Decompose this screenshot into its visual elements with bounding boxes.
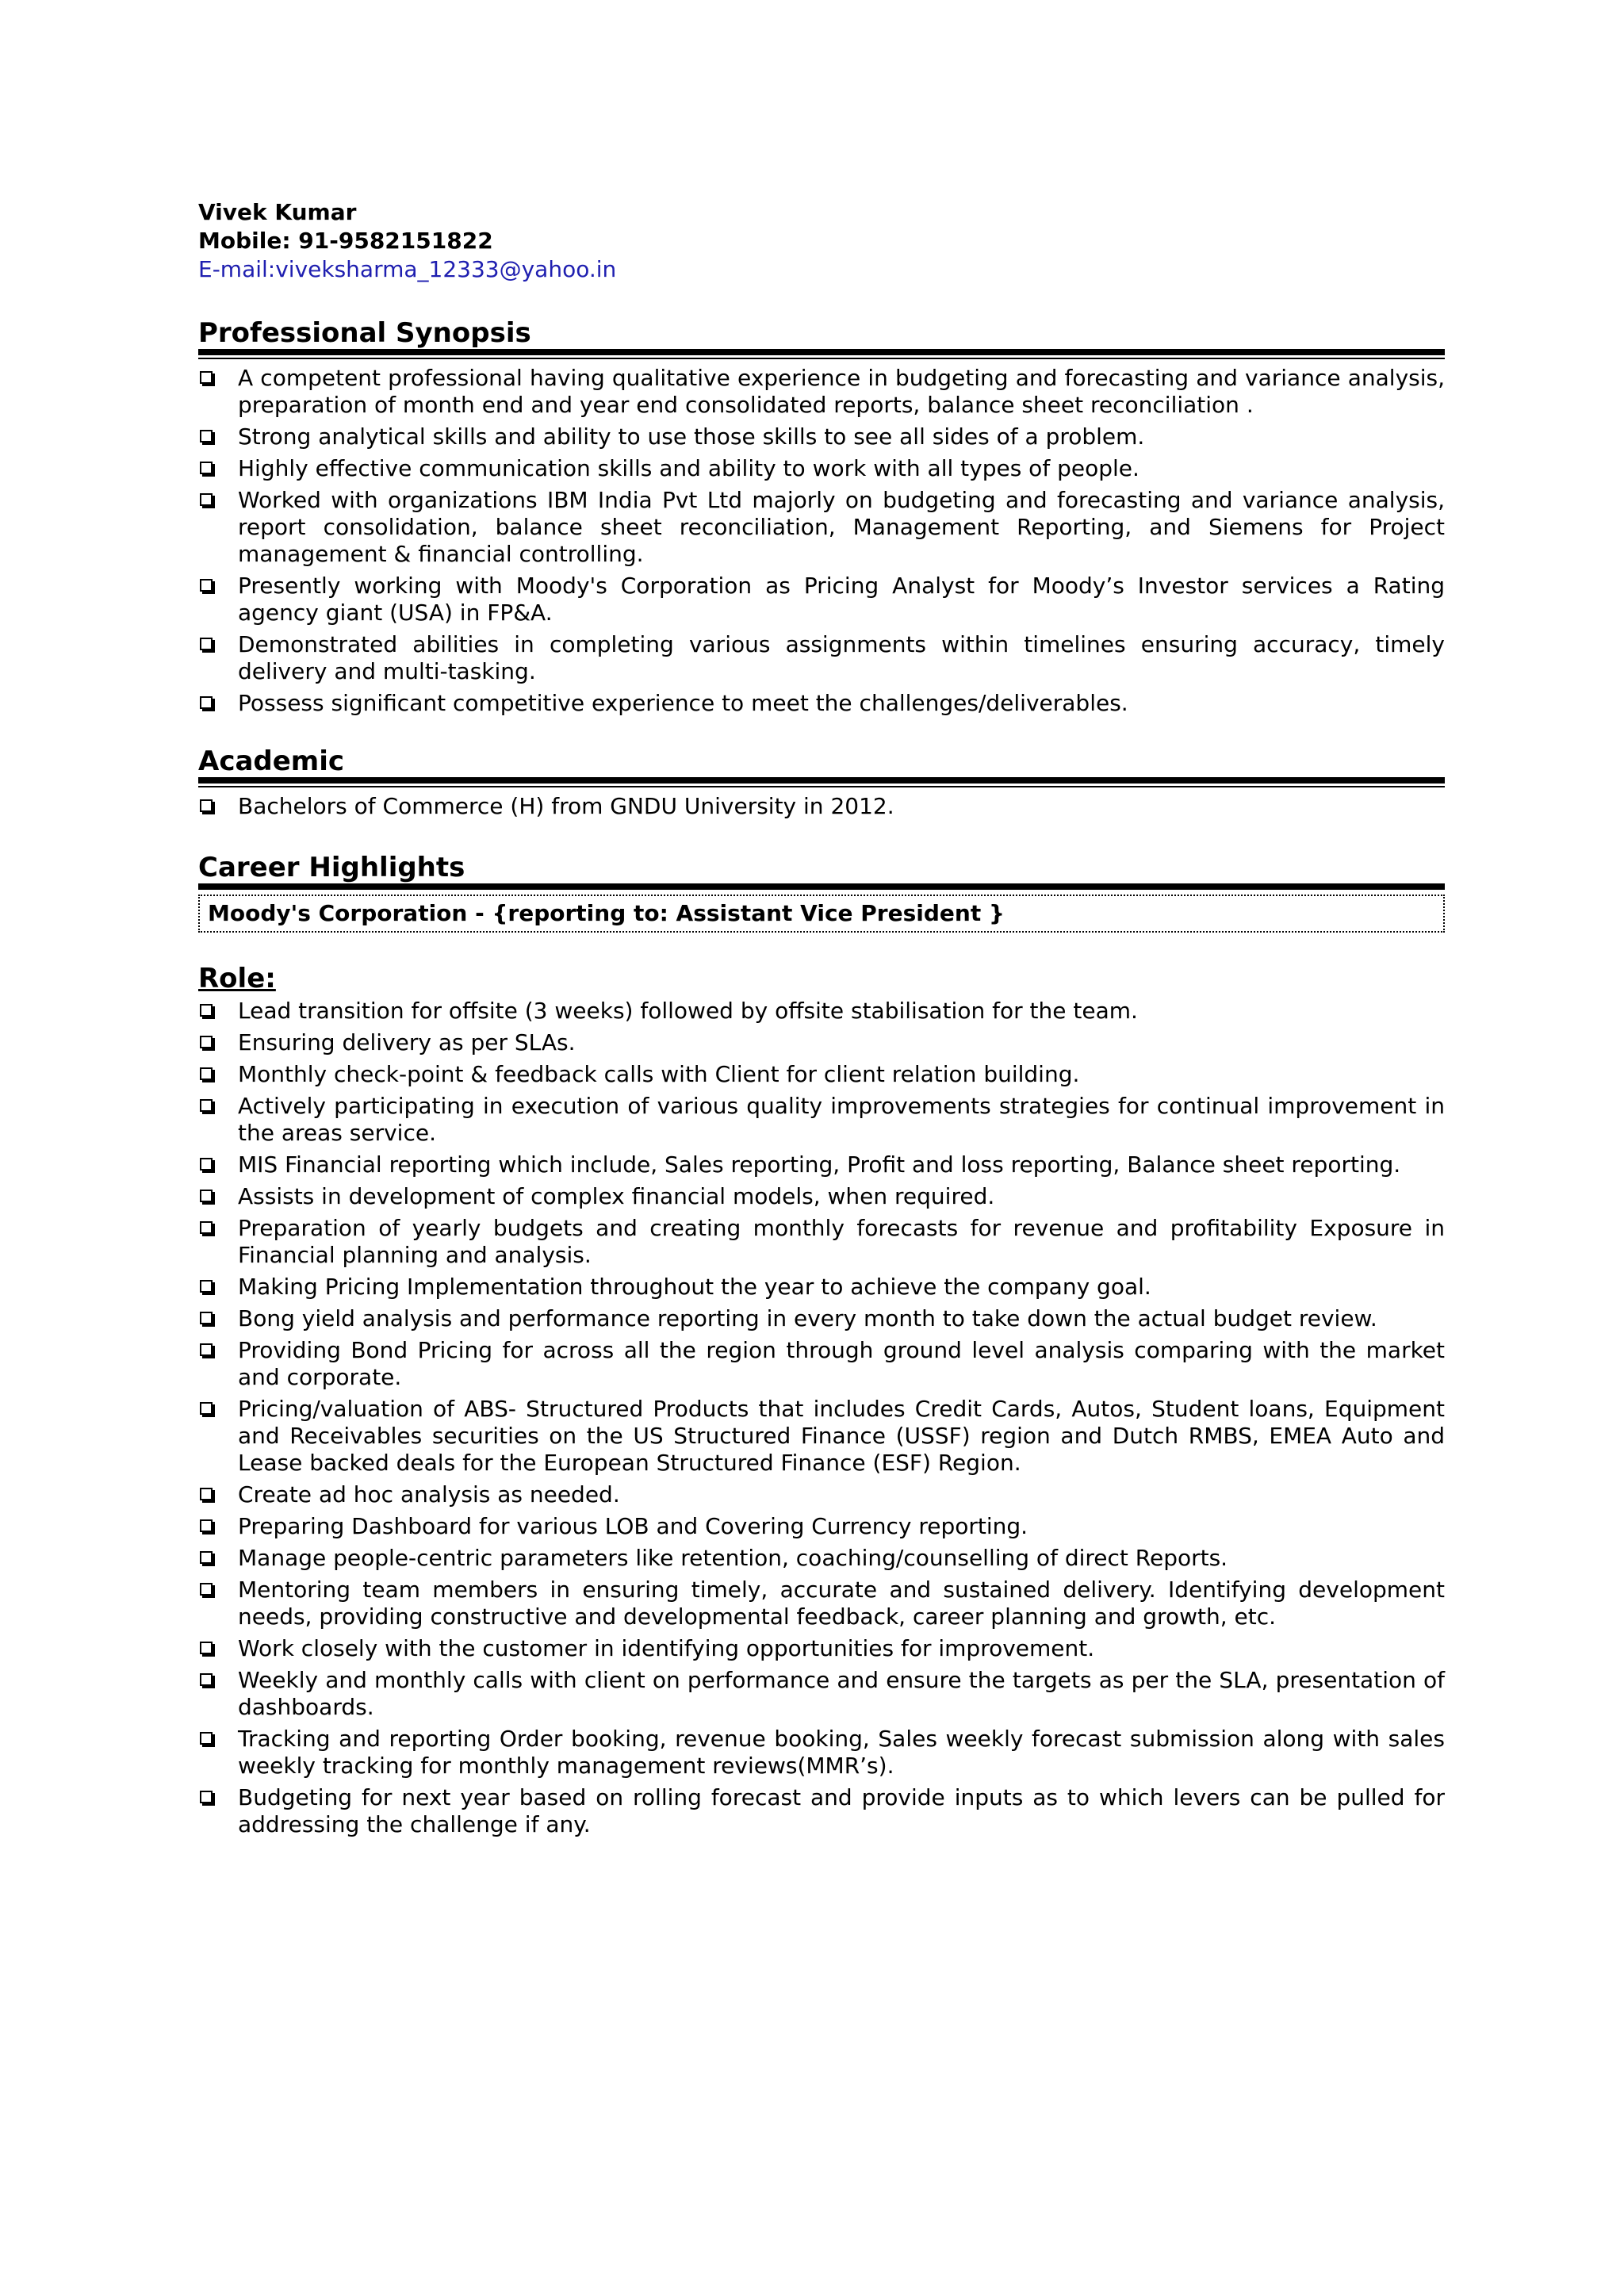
list-item — [198, 1274, 1445, 1301]
academic-section — [198, 745, 1445, 820]
checkbox-bullet-icon — [200, 371, 213, 384]
checkbox-bullet-icon — [200, 1732, 213, 1745]
list-item — [198, 487, 1445, 568]
checkbox-bullet-icon — [200, 1673, 213, 1686]
checkbox-bullet-icon — [200, 1312, 213, 1324]
company-header: Moody's Corporation - {reporting to: Assistant Vice President } — [198, 895, 1445, 933]
list-item-text: Mentoring team members in ensuring timely, accurate and sustained delivery. Identifying development needs, providing constructive and developmental feedback, career planning and growth, etc. — [238, 1577, 1445, 1630]
checkbox-bullet-icon — [200, 1791, 213, 1803]
list-item — [198, 573, 1445, 626]
resume-page — [198, 198, 1445, 1843]
list-item — [198, 1667, 1445, 1721]
checkbox-bullet-icon — [200, 1067, 213, 1080]
academic-rule — [198, 777, 1445, 788]
checkbox-bullet-icon — [200, 1036, 213, 1048]
checkbox-bullet-icon — [200, 1158, 213, 1170]
list-item-text: Presently working with Moody's Corporation as Pricing Analyst for Moody’s Investor services a Rating agency giant (USA) in FP&A. — [238, 573, 1445, 626]
checkbox-bullet-icon — [200, 696, 213, 709]
checkbox-bullet-icon — [200, 493, 213, 506]
list-item-text: Tracking and reporting Order booking, revenue booking, Sales weekly forecast submission along with sales weekly tracking for monthly management reviews(MMR’s). — [238, 1726, 1445, 1779]
list-item — [198, 1305, 1445, 1332]
synopsis-list — [198, 365, 1445, 717]
list-item — [198, 1577, 1445, 1630]
list-item-text: Worked with organizations IBM India Pvt Ltd majorly on budgeting and forecasting and variance analysis, report consolidation, balance sheet reconciliation, Management Reporting, and Siemens for Project management & financial controlling. — [238, 487, 1445, 567]
list-item-text: Actively participating in execution of various quality improvements strategies for continual improvement in the areas service. — [238, 1093, 1445, 1146]
checkbox-bullet-icon — [200, 1583, 213, 1596]
contact-email[interactable]: E-mail:viveksharma_12333@yahoo.in — [198, 256, 617, 282]
list-item-text: Manage people-centric parameters like retention, coaching/counselling of direct Reports. — [238, 1545, 1228, 1571]
list-item-text: Ensuring delivery as per SLAs. — [238, 1029, 576, 1056]
list-item — [198, 365, 1445, 419]
checkbox-bullet-icon — [200, 430, 213, 443]
list-item — [198, 1726, 1445, 1780]
academic-list — [198, 793, 1445, 820]
career-section — [198, 852, 1445, 933]
list-item — [198, 1215, 1445, 1269]
list-item-text: Possess significant competitive experience to meet the challenges/deliverables. — [238, 690, 1128, 716]
checkbox-bullet-icon — [200, 1551, 213, 1564]
list-item — [198, 1396, 1445, 1477]
checkbox-bullet-icon — [200, 638, 213, 650]
list-item-text: A competent professional having qualitative experience in budgeting and forecasting and variance analysis, preparation of month end and year end consolidated reports, balance sheet reconciliation . — [238, 365, 1445, 418]
checkbox-bullet-icon — [200, 1402, 213, 1415]
checkbox-bullet-icon — [200, 1221, 213, 1234]
list-item — [198, 1093, 1445, 1147]
list-item-text: Strong analytical skills and ability to use those skills to see all sides of a problem. — [238, 423, 1145, 450]
list-item — [198, 631, 1445, 685]
synopsis-rule — [198, 349, 1445, 360]
list-item — [198, 1635, 1445, 1662]
list-item-text: Monthly check-point & feedback calls with Client for client relation building. — [238, 1061, 1080, 1087]
role-title: Role: — [198, 963, 276, 994]
list-item — [198, 455, 1445, 482]
list-item — [198, 1151, 1445, 1178]
contact-mobile: Mobile: 91-9582151822 — [198, 228, 493, 254]
role-list — [198, 998, 1445, 1838]
list-item-text: Budgeting for next year based on rolling forecast and provide inputs as to which levers can be pulled for addressing the challenge if any. — [238, 1784, 1445, 1837]
list-item-text: MIS Financial reporting which include, Sales reporting, Profit and loss reporting, Balance sheet reporting. — [238, 1151, 1401, 1178]
checkbox-bullet-icon — [200, 579, 213, 592]
list-item-text: Preparing Dashboard for various LOB and Covering Currency reporting. — [238, 1513, 1028, 1539]
list-item — [198, 1784, 1445, 1838]
list-item-text: Highly effective communication skills and ability to work with all types of people. — [238, 455, 1139, 481]
list-item-text: Preparation of yearly budgets and creating monthly forecasts for revenue and profitability Exposure in Financial planning and analysis. — [238, 1215, 1445, 1268]
list-item-text: Create ad hoc analysis as needed. — [238, 1481, 620, 1508]
checkbox-bullet-icon — [200, 1519, 213, 1532]
list-item-text: Making Pricing Implementation throughout the year to achieve the company goal. — [238, 1274, 1151, 1300]
checkbox-bullet-icon — [200, 1642, 213, 1654]
career-rule — [198, 883, 1445, 891]
list-item — [198, 1545, 1445, 1572]
checkbox-bullet-icon — [200, 1280, 213, 1293]
academic-title: Academic — [198, 745, 345, 777]
list-item-text: Providing Bond Pricing for across all the region through ground level analysis comparing with the market and corporate. — [238, 1337, 1445, 1390]
list-item — [198, 1481, 1445, 1508]
career-title: Career Highlights — [198, 852, 465, 883]
list-item-text: Bong yield analysis and performance reporting in every month to take down the actual budget review. — [238, 1305, 1377, 1331]
checkbox-bullet-icon — [200, 799, 213, 812]
checkbox-bullet-icon — [200, 1004, 213, 1017]
list-item — [198, 1183, 1445, 1210]
list-item-text: Bachelors of Commerce (H) from GNDU University in 2012. — [238, 793, 894, 819]
list-item-text: Weekly and monthly calls with client on performance and ensure the targets as per the SLA, presentation of dashboards. — [238, 1667, 1445, 1720]
list-item-text: Demonstrated abilities in completing various assignments within timelines ensuring accuracy, timely delivery and multi-tasking. — [238, 631, 1445, 684]
checkbox-bullet-icon — [200, 1343, 213, 1356]
synopsis-title: Professional Synopsis — [198, 317, 531, 349]
checkbox-bullet-icon — [200, 1488, 213, 1500]
list-item — [198, 1029, 1445, 1056]
list-item — [198, 1337, 1445, 1391]
list-item — [198, 998, 1445, 1025]
contact-block — [198, 198, 1445, 284]
list-item-text: Work closely with the customer in identifying opportunities for improvement. — [238, 1635, 1095, 1661]
list-item — [198, 793, 1445, 820]
list-item-text: Assists in development of complex financial models, when required. — [238, 1183, 995, 1209]
list-item — [198, 1061, 1445, 1088]
list-item — [198, 423, 1445, 450]
list-item-text: Lead transition for offsite (3 weeks) followed by offsite stabilisation for the team. — [238, 998, 1138, 1024]
list-item — [198, 1513, 1445, 1540]
list-item-text: Pricing/valuation of ABS- Structured Products that includes Credit Cards, Autos, Student loans, Equipment and Receivables securities on the US Structured Finance (USSF) region and Dutch RMBS, EMEA Auto and Lease backed deals for the European Structured Finance (ESF) Region. — [238, 1396, 1445, 1476]
checkbox-bullet-icon — [200, 1099, 213, 1112]
checkbox-bullet-icon — [200, 462, 213, 474]
role-section — [198, 963, 1445, 1838]
synopsis-section — [198, 317, 1445, 717]
checkbox-bullet-icon — [200, 1190, 213, 1202]
list-item — [198, 690, 1445, 717]
contact-name: Vivek Kumar — [198, 199, 357, 225]
